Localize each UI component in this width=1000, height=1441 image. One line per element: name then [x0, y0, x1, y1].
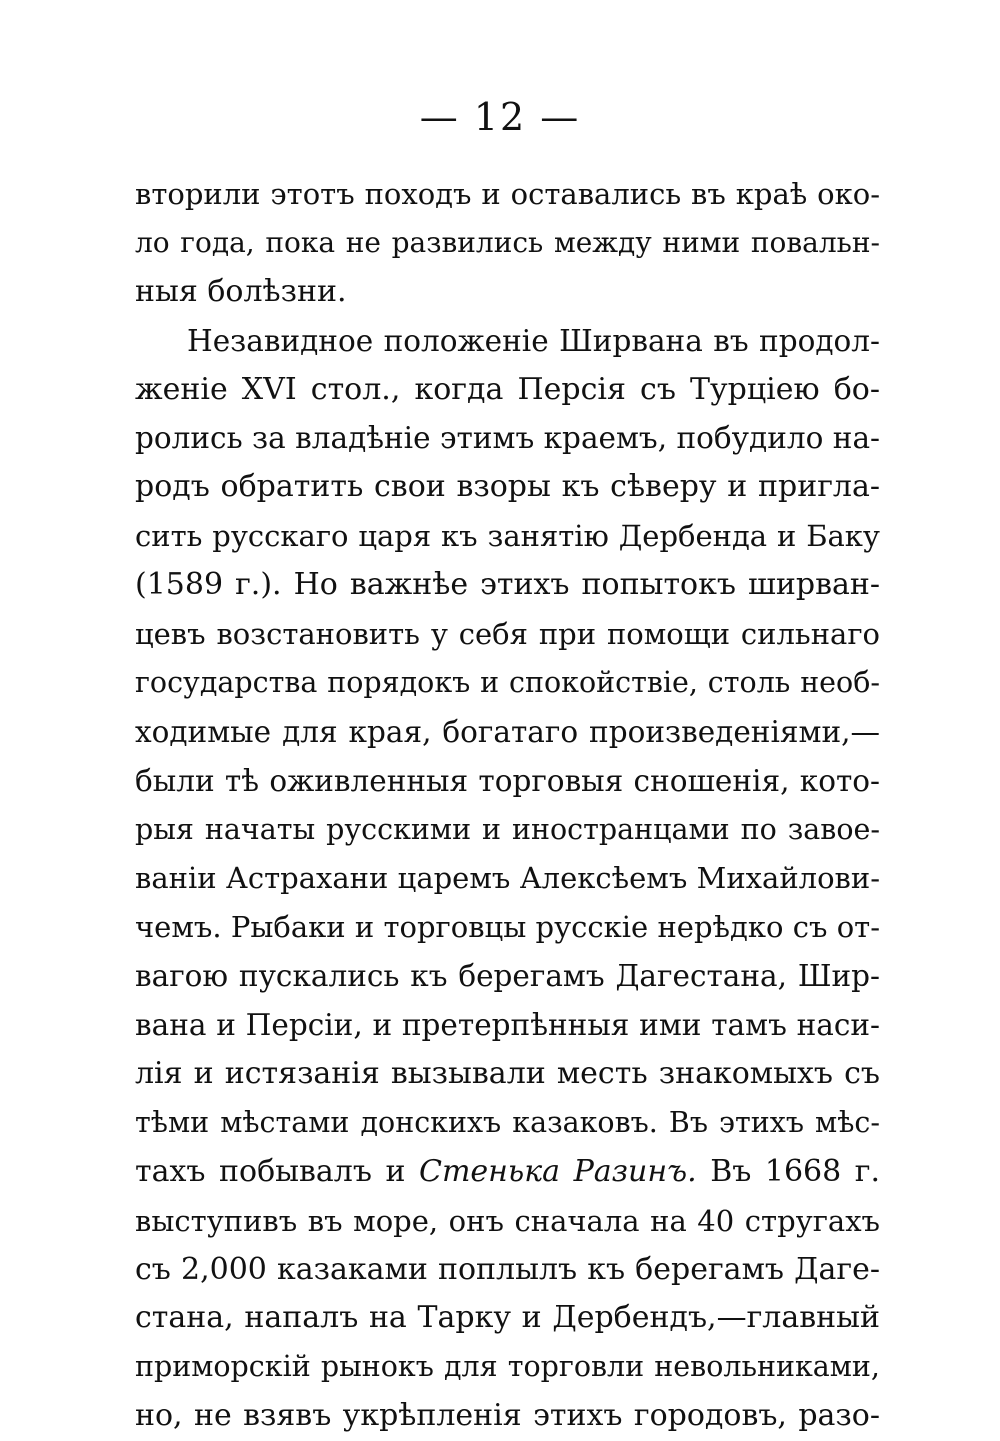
text-line: были тѣ оживленныя торговыя сношенія, кото- [135, 763, 880, 798]
text-line: вана и Персіи, и претерпѣнныя ими тамъ наси- [135, 1008, 880, 1043]
text-line: цевъ возстановить у себя при помощи сильнаго [135, 617, 880, 652]
text-line: рыя начаты русскими и иностранцами по завое- [135, 812, 880, 846]
text-line: вагою пускались къ берегамъ Дагестана, Шир- [135, 959, 880, 994]
italic-name: Стенька Разинъ. [419, 1153, 697, 1189]
text-line: стана, напалъ на Тарку и Дербендъ,—главный [135, 1300, 880, 1336]
text-line: тѣми мѣстами донскихъ казаковъ. Въ этихъ мѣс- [135, 1105, 880, 1139]
text-segment: Въ 1668 г. [710, 1153, 880, 1189]
text-line: ваніи Астрахани царемъ Алексѣемъ Михайлови- [135, 861, 880, 896]
text-line: но, не взявъ укрѣпленія этихъ городовъ, разо- [135, 1398, 880, 1434]
text-line: женіе XVI стол., когда Персія съ Турціею бо- [135, 371, 880, 407]
text-line: приморскій рынокъ для торговли невольниками, [135, 1350, 880, 1384]
text-line: сить русскаго царя къ занятію Дербенда и Баку [135, 519, 880, 554]
text-line: вторили этотъ походъ и оставались въ краѣ око- [135, 177, 880, 211]
text-line: лія и истязанія вызывали месть знакомыхъ съ [135, 1056, 880, 1092]
text-line: чемъ. Рыбаки и торговцы русскіе нерѣдко съ от- [135, 910, 880, 945]
text-line: ролись за владѣніе этимъ краемъ, побудило на- [135, 421, 880, 456]
text-line: выступивъ въ море, онъ сначала на 40 стругахъ [135, 1203, 880, 1238]
text-line: ло года, пока не развились между ними повальн- [135, 225, 880, 259]
page-number: — 12 — [419, 95, 581, 139]
body-text [135, 170, 880, 1441]
text-line: ныя болѣзни. [135, 273, 347, 309]
text-segment: тахъ побывалъ и [135, 1153, 420, 1189]
text-line-with-italic-name [135, 1148, 880, 1197]
text-line: государства порядокъ и спокойствіе, столь необ- [135, 665, 880, 699]
text-line: родъ обратить свои взоры къ сѣверу и пригла- [135, 469, 880, 505]
text-line: (1589 г.). Но важнѣе этихъ попытокъ ширван- [135, 567, 880, 603]
paragraph-start-line: Незавидное положеніе Ширвана въ продол- [187, 323, 880, 358]
text-line: съ 2,000 казаками поплылъ къ берегамъ Даге- [135, 1251, 880, 1287]
text-line: ходимые для края, богатаго произведеніями,— [135, 714, 880, 749]
